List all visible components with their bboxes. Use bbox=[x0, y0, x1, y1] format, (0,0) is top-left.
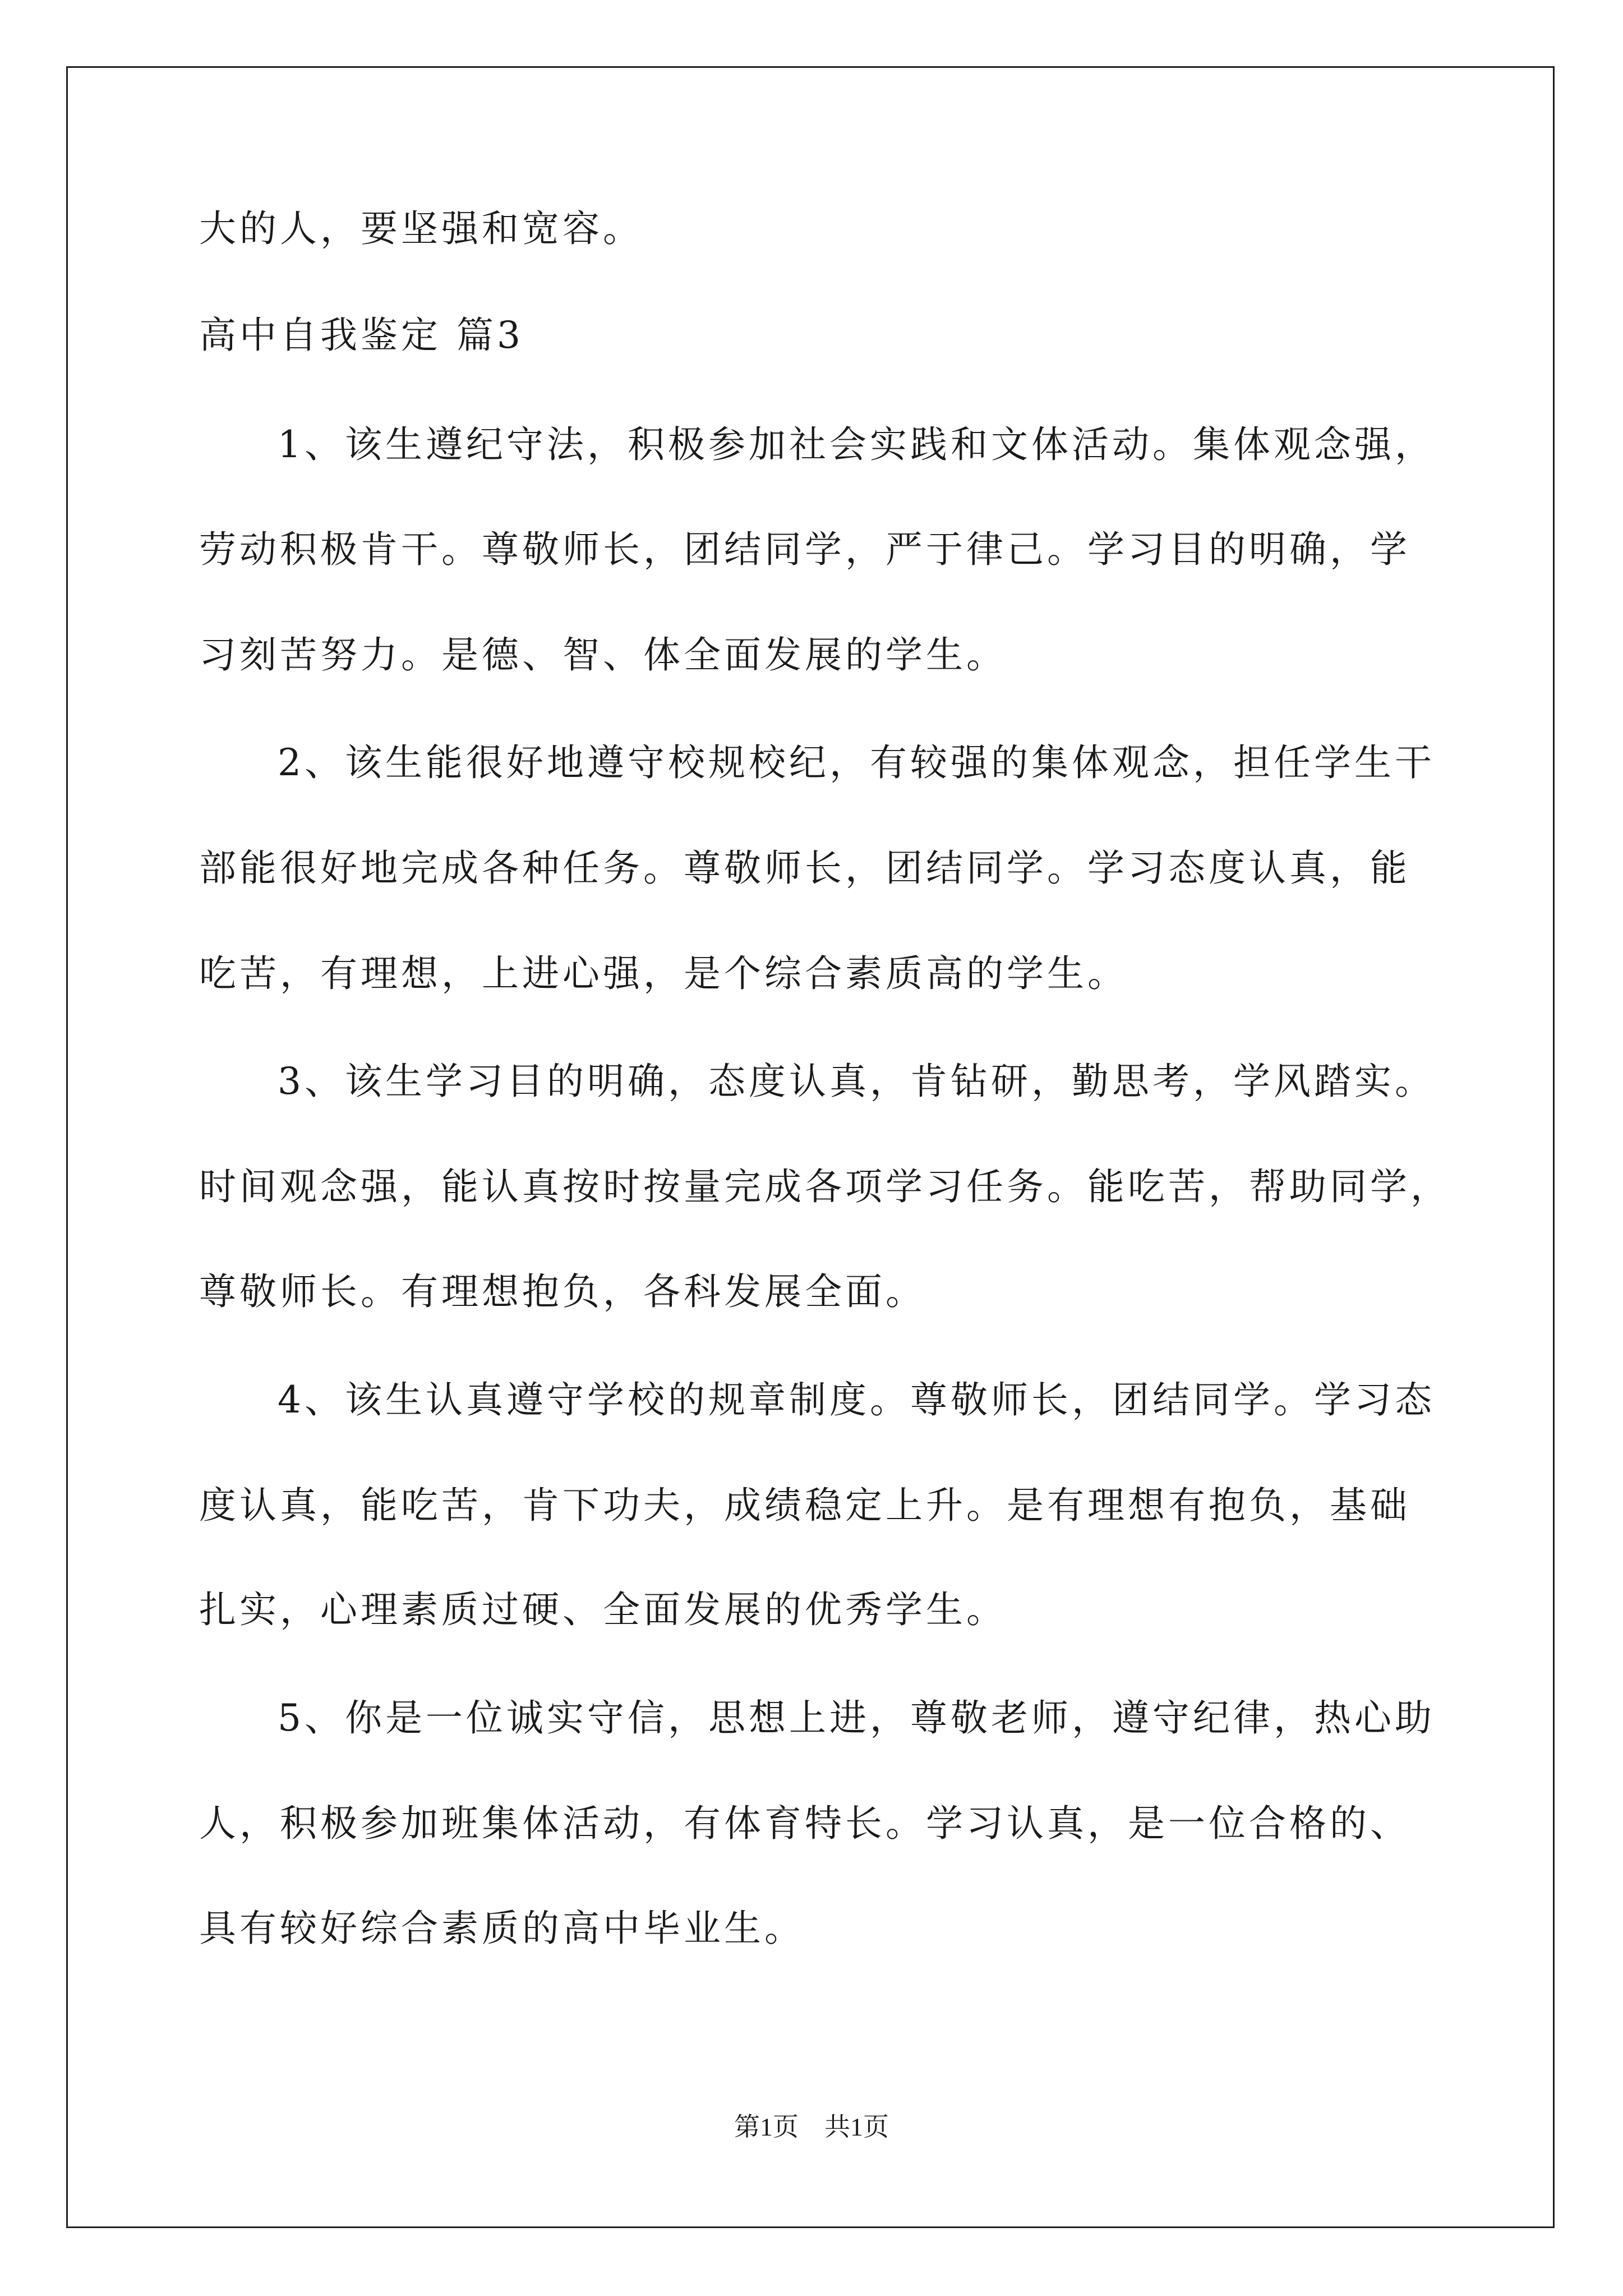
paragraph-line: 大的人，要坚强和宽容。 bbox=[199, 207, 643, 250]
paragraph-line: 2、该生能很好地遵守校规校纪，有较强的集体观念，担任学生干 bbox=[278, 741, 1435, 784]
paragraph-line: 部能很好地完成各种任务。尊敬师长，团结同学。学习态度认真，能 bbox=[199, 846, 1410, 890]
paragraph-line: 尊敬师长。有理想抱负，各科发展全面。 bbox=[199, 1270, 926, 1313]
paragraph-line: 习刻苦努力。是德、智、体全面发展的学生。 bbox=[199, 633, 1007, 677]
paragraph-line: 吃苦，有理想，上进心强，是个综合素质高的学生。 bbox=[199, 952, 1128, 995]
paragraph-line: 劳动积极肯干。尊敬师长，团结同学，严于律己。学习目的明确，学 bbox=[199, 528, 1410, 571]
paragraph-line: 1、该生遵纪守法，积极参加社会实践和文体活动。集体观念强， bbox=[278, 423, 1435, 466]
section-heading: 高中自我鉴定 篇3 bbox=[199, 314, 524, 357]
paragraph-line: 时间观念强，能认真按时按量完成各项学习任务。能吃苦，帮助同学， bbox=[199, 1165, 1451, 1208]
paragraph-line: 人，积极参加班集体活动，有体育特长。学习认真，是一位合格的、 bbox=[199, 1802, 1410, 1845]
paragraph-line: 4、该生认真遵守学校的规章制度。尊敬师长，团结同学。学习态 bbox=[278, 1378, 1435, 1421]
paragraph-line: 度认真，能吃苦，肯下功夫，成绩稳定上升。是有理想有抱负，基础 bbox=[199, 1484, 1410, 1527]
paragraph-line: 5、你是一位诚实守信，思想上进，尊敬老师，遵守纪律，热心助 bbox=[278, 1696, 1435, 1740]
page-number-footer: 第1页 共1页 bbox=[734, 2113, 889, 2141]
paragraph-line: 具有较好综合素质的高中毕业生。 bbox=[199, 1907, 805, 1950]
paragraph-line: 扎实，心理素质过硬、全面发展的优秀学生。 bbox=[199, 1588, 1007, 1631]
paragraph-line: 3、该生学习目的明确，态度认真，肯钻研，勤思考，学风踏实。 bbox=[278, 1060, 1435, 1103]
